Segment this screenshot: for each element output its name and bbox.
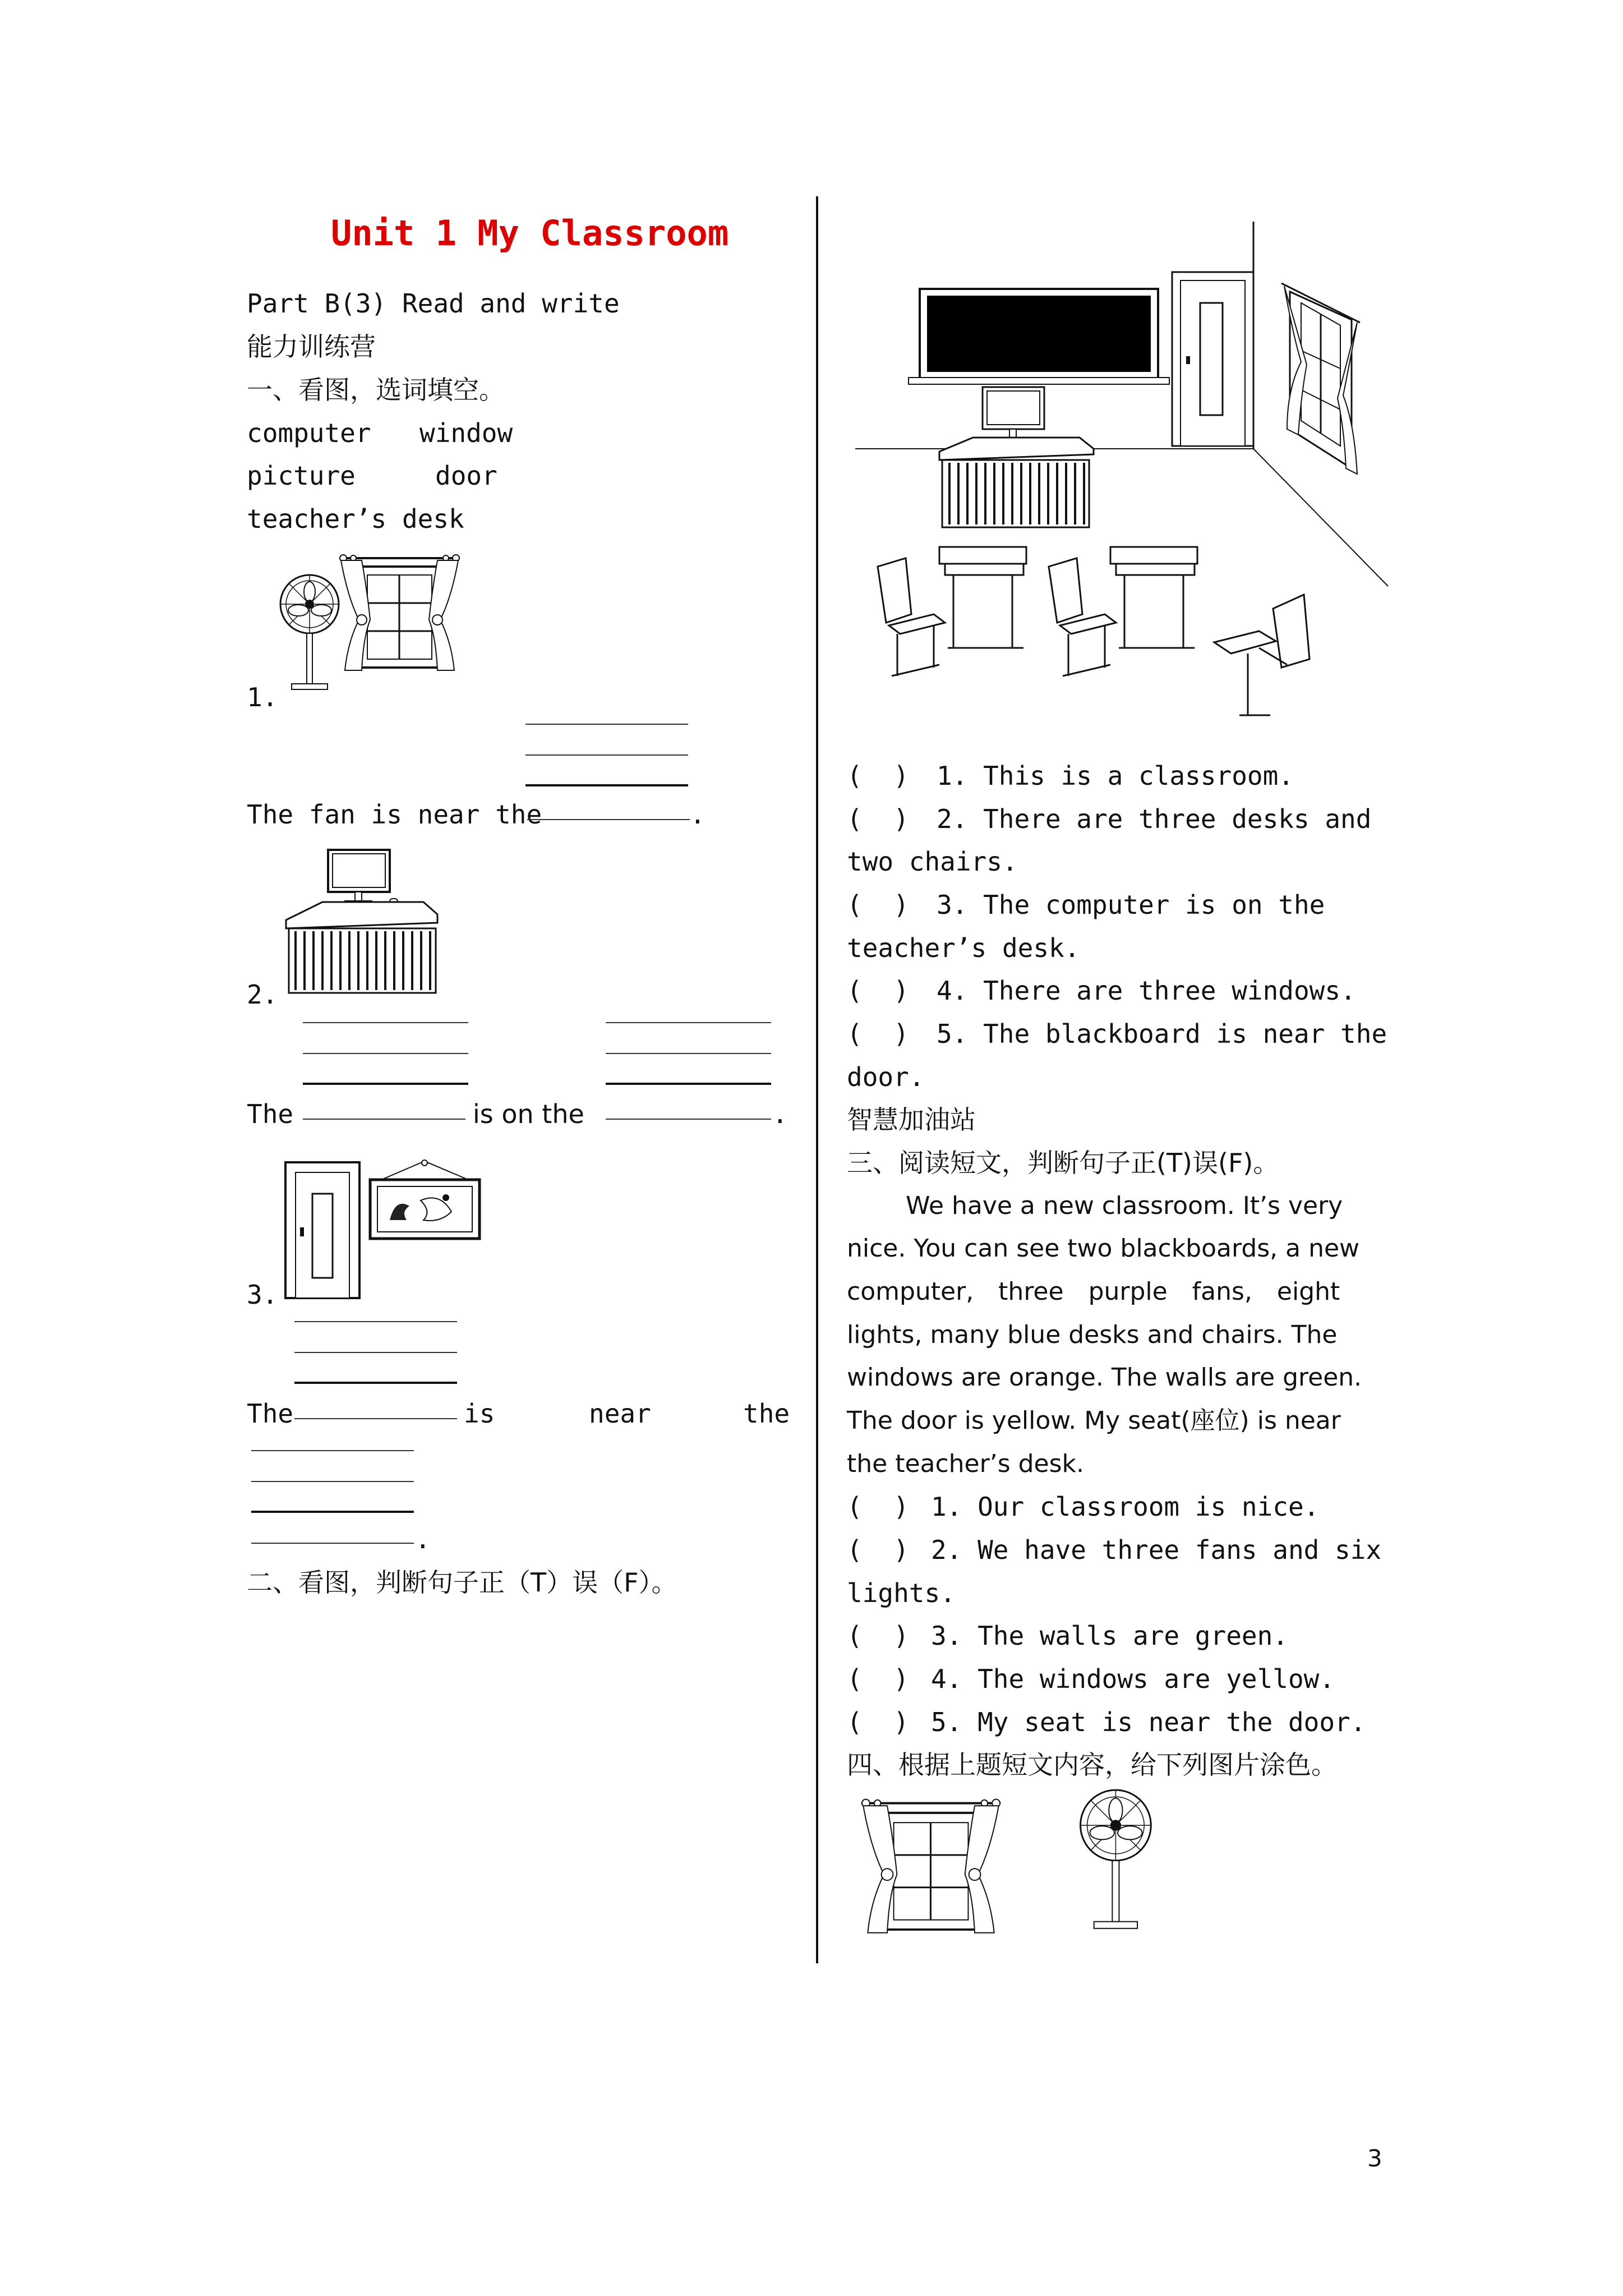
computer-desk-icon — [283, 847, 440, 996]
item3-the2: the — [743, 1398, 790, 1429]
p2-statement: 3. The computer is on the — [937, 890, 1325, 920]
blank-line — [525, 754, 688, 756]
picture-frame-icon — [367, 1158, 482, 1243]
answer-blank[interactable] — [294, 1418, 457, 1419]
p3-statement: 4. The windows are yellow. — [931, 1664, 1335, 1694]
word-door: door — [435, 461, 497, 491]
p3-paren[interactable]: ( ) — [847, 1535, 909, 1565]
page-number: 3 — [1367, 2145, 1382, 2172]
page-title: Unit 1 My Classroom — [331, 213, 729, 254]
passage-line: lights, many blue desks and chairs. The — [847, 1320, 1338, 1349]
passage-line: the teacher’s desk. — [847, 1450, 1085, 1478]
word-window: window — [419, 418, 513, 448]
column-divider — [816, 196, 818, 1963]
item3-is: is — [464, 1398, 495, 1429]
fan-icon — [278, 572, 342, 693]
item1-sentence: The fan is near the — [247, 799, 542, 830]
blank-line — [606, 1083, 771, 1085]
p2-paren[interactable]: ( ) — [847, 761, 909, 791]
window-icon — [858, 1795, 1004, 1941]
q1-heading: 一、看图，选词填空。 — [247, 375, 505, 405]
item3-period: . — [415, 1524, 431, 1554]
p2-paren[interactable]: ( ) — [847, 1019, 909, 1049]
answer-blank[interactable] — [606, 1119, 771, 1120]
passage-line: computer, three purple fans, eight — [847, 1277, 1340, 1306]
window-icon — [336, 553, 463, 676]
blank-line — [303, 1083, 468, 1085]
p3-paren[interactable]: ( ) — [847, 1621, 909, 1651]
p2-statement: two chairs. — [847, 846, 1018, 877]
item3-the: The — [247, 1398, 294, 1429]
blank-line — [606, 1022, 771, 1023]
item3-near: near — [589, 1398, 651, 1429]
blank-line — [251, 1450, 414, 1451]
blank-line — [606, 1053, 771, 1054]
answer-blank[interactable] — [527, 819, 690, 820]
word-computer: computer — [247, 418, 371, 448]
word-picture: picture — [247, 461, 356, 491]
p3-statement: 3. The walls are green. — [931, 1621, 1288, 1651]
fan-icon — [1077, 1787, 1155, 1932]
passage-line: The door is yellow. My seat(座位) is near — [847, 1406, 1341, 1435]
p3-statement: 5. My seat is near the door. — [931, 1707, 1366, 1737]
p3-paren[interactable]: ( ) — [847, 1664, 909, 1694]
item2-the: The — [247, 1099, 294, 1129]
answer-blank[interactable] — [303, 1119, 465, 1120]
part-label: Part B(3) Read and write — [247, 288, 620, 319]
p3-paren[interactable]: ( ) — [847, 1492, 909, 1522]
word-teachers-desk: teacher’s desk — [247, 504, 464, 534]
p2-statement: 5. The blackboard is near the — [937, 1019, 1387, 1049]
item2-number: 2. — [247, 979, 278, 1010]
blank-line — [303, 1053, 468, 1054]
section-wisdom: 智慧加油站 — [847, 1105, 976, 1135]
item3-number: 3. — [247, 1280, 278, 1310]
blank-line — [294, 1382, 457, 1384]
blank-line — [294, 1352, 457, 1353]
p3-paren[interactable]: ( ) — [847, 1707, 909, 1737]
p2-paren[interactable]: ( ) — [847, 976, 909, 1006]
blank-line — [303, 1022, 468, 1023]
p3-statement: 2. We have three fans and six — [931, 1535, 1382, 1565]
blank-line — [251, 1511, 414, 1513]
item1-number: 1. — [247, 682, 278, 712]
p2-paren[interactable]: ( ) — [847, 804, 909, 834]
section-ability: 能力训练营 — [247, 332, 376, 362]
p3-statement: 1. Our classroom is nice. — [931, 1492, 1320, 1522]
door-icon — [283, 1160, 362, 1300]
passage-line: nice. You can see two blackboards, a new — [847, 1234, 1360, 1263]
item1-period: . — [690, 799, 706, 830]
q2-heading: 二、看图，判断句子正（T）误（F）。 — [247, 1567, 677, 1598]
classroom-scene — [855, 222, 1394, 726]
q4-heading: 四、根据上题短文内容，给下列图片涂色。 — [847, 1750, 1337, 1780]
p2-statement: 4. There are three windows. — [937, 976, 1356, 1006]
answer-blank[interactable] — [251, 1543, 414, 1544]
blank-line — [251, 1481, 414, 1482]
p2-statement: teacher’s desk. — [847, 933, 1080, 963]
blank-line — [525, 724, 688, 725]
item2-is-on-the: is on the — [473, 1099, 584, 1129]
p2-paren[interactable]: ( ) — [847, 890, 909, 920]
p2-statement: door. — [847, 1062, 925, 1092]
p2-statement: 1. This is a classroom. — [937, 761, 1294, 791]
p3-statement: lights. — [847, 1578, 956, 1608]
blank-line — [294, 1321, 457, 1322]
p2-statement: 2. There are three desks and — [937, 804, 1372, 834]
blank-line — [525, 784, 688, 786]
item2-period: . — [772, 1099, 788, 1129]
passage-line: windows are orange. The walls are green. — [847, 1363, 1362, 1392]
passage-line: We have a new classroom. It’s very — [906, 1191, 1343, 1220]
q3-heading: 三、阅读短文，判断句子正(T)误(F)。 — [847, 1148, 1279, 1178]
